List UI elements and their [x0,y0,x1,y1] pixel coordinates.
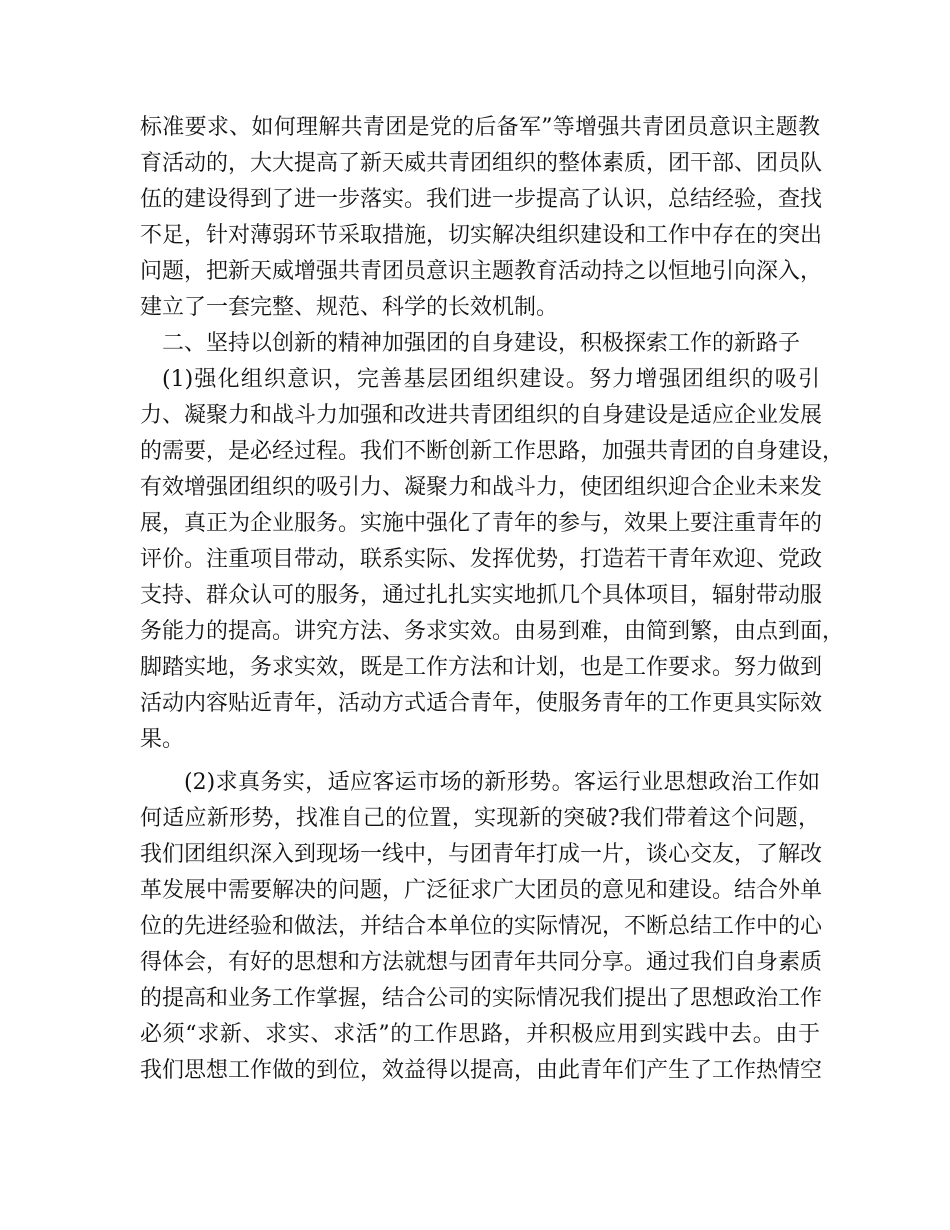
text-line: 评价。注重项目带动，联系实际、发挥优势，打造若干青年欢迎、党政 [140,547,823,572]
text-line: 的需要，是必经过程。我们不断创新工作思路，加强共青团的自身建设， [140,439,845,464]
text-line: 务能力的提高。讲究方法、务求实效。由易到难，由简到繁，由点到面， [140,619,845,644]
text-line: 标准要求、如何理解共青团是党的后备军”等增强共青团员意识主题教 [140,115,820,140]
text-line: 果。 [140,727,185,752]
text-line: 不足，针对薄弱环节采取措施，切实解决组织建设和工作中存在的突出 [140,223,823,248]
text-line: 我们团组织深入到现场一线中，与团青年打成一片，谈心交友，了解改 [140,842,823,867]
text-line: 建立了一套完整、规范、科学的长效机制。 [140,295,559,320]
document-body [140,110,845,1089]
text-line: 的提高和业务工作掌握，结合公司的实际情况我们提出了思想政治工作 [140,986,823,1011]
text-line: 位的先进经验和做法，并结合本单位的实际情况，不断总结工作中的心 [140,914,823,939]
text-line: 必须“求新、求实、求活”的工作思路，并积极应用到实践中去。由于 [140,1022,820,1047]
text-line: 革发展中需要解决的问题，广泛征求广大团员的意见和建设。结合外单 [140,878,823,903]
text-line: 支持、群众认可的服务，通过扎扎实实地抓几个具体项目，辐射带动服 [140,583,823,608]
text-line: 力、凝聚力和战斗力加强和改进共青团组织的自身建设是适应企业发展 [140,403,823,428]
section-heading: 二、坚持以创新的精神加强团的自身建设，积极探索工作的新路子 [162,331,801,356]
text-line: 问题，把新天威增强共青团员意识主题教育活动持之以恒地引向深入， [140,259,823,284]
text-line: 有效增强团组织的吸引力、凝聚力和战斗力，使团组织迎合企业未来发 [140,475,823,500]
text-line: 脚踏实地，务求实效，既是工作方法和计划，也是工作要求。努力做到 [140,655,823,680]
text-line: 育活动的，大大提高了新天威共青团组织的整体素质，团干部、团员队 [140,151,823,176]
text-line: 得体会，有好的思想和方法就想与团青年共同分享。通过我们自身素质 [140,950,823,975]
text-line: 展，真正为企业服务。实施中强化了青年的参与，效果上要注重青年的 [140,511,823,536]
paragraph-first-line: (2)求真务实，适应客运市场的新形势。客运行业思想政治工作如 [184,770,820,795]
text-line: 伍的建设得到了进一步落实。我们进一步提高了认识，总结经验，查找 [140,187,823,212]
text-line: 何适应新形势，找准自己的位置，实现新的突破?我们带着这个问题， [140,806,820,831]
text-line: 我们思想工作做的到位，效益得以提高，由此青年们产生了工作热情空 [140,1058,823,1083]
text-line: 活动内容贴近青年，活动方式适合青年，使服务青年的工作更具实际效 [140,691,823,716]
paragraph-first-line: (1)强化组织意识，完善基层团组织建设。努力增强团组织的吸引 [162,367,820,392]
